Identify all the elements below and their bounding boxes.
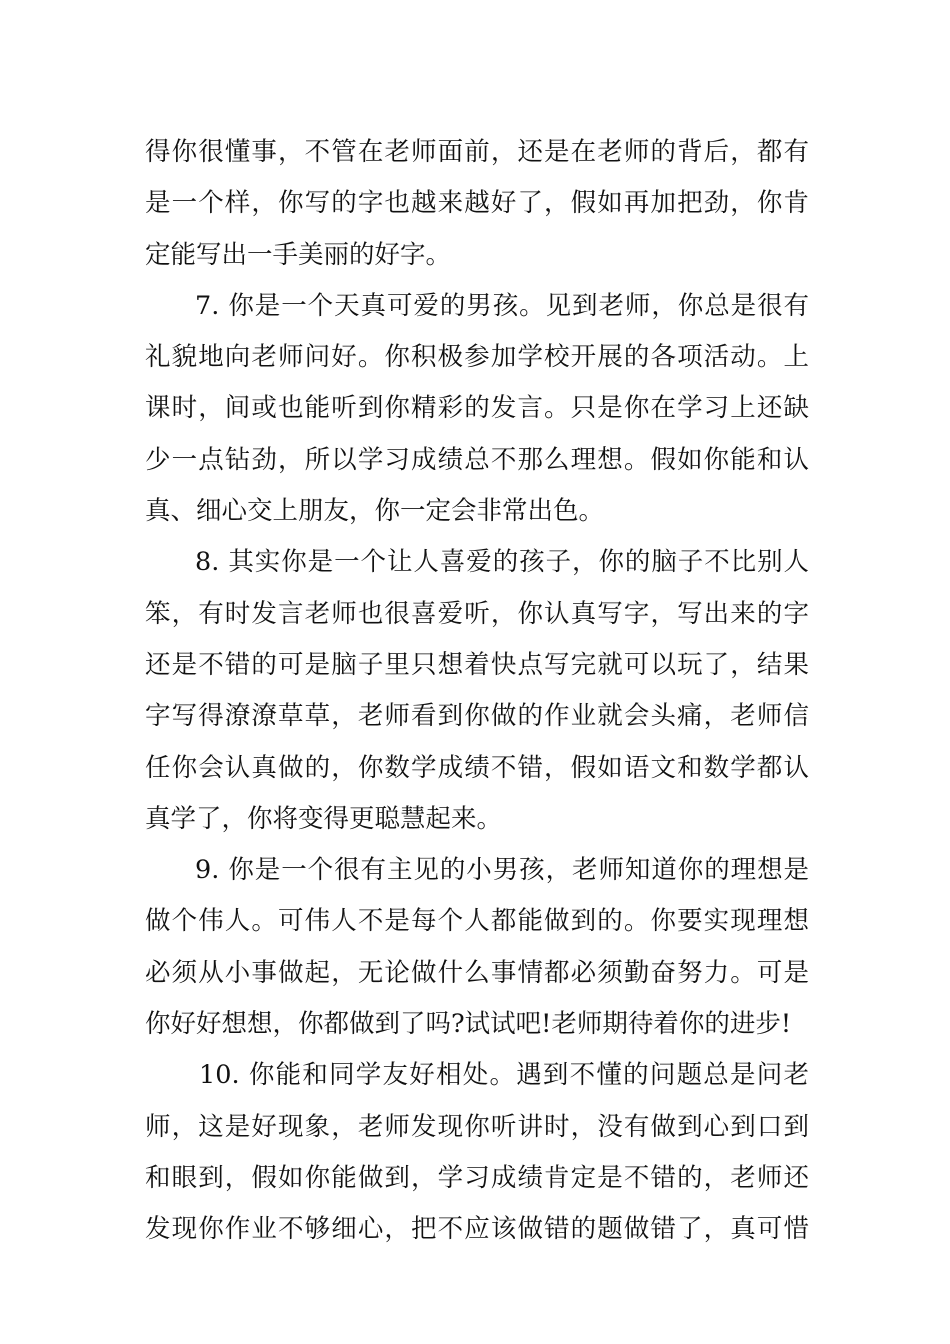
- text-line: 和眼到，假如你能做到，学习成绩肯定是不错的，老师还: [145, 1162, 809, 1193]
- paragraph-8-start: 8. 其实你是一个让人喜爱的孩子，你的脑子不比别人: [195, 547, 809, 578]
- text-line: 字写得潦潦草草，老师看到你做的作业就会头痛，老师信: [145, 701, 809, 732]
- paragraph-10-start: 10. 你能和同学友好相处。遇到不懂的问题总是问老: [199, 1060, 809, 1091]
- paragraph-7-start: 7. 你是一个天真可爱的男孩。见到老师，你总是很有: [195, 290, 809, 321]
- text-line: 课时，间或也能听到你精彩的发言。只是你在学习上还缺: [145, 393, 809, 424]
- text-line: 是一个样，你写的字也越来越好了，假如再加把劲，你肯: [145, 188, 809, 219]
- text-line: 定能写出一手美丽的好字。: [145, 239, 452, 270]
- paragraph-9-start: 9. 你是一个很有主见的小男孩，老师知道你的理想是: [195, 855, 809, 886]
- text-line: 做个伟人。可伟人不是每个人都能做到的。你要实现理想: [145, 906, 809, 937]
- text-line: 任你会认真做的，你数学成绩不错，假如语文和数学都认: [145, 752, 809, 783]
- text-line: 笨，有时发言老师也很喜爱听，你认真写字，写出来的字: [145, 598, 809, 629]
- text-line: 必须从小事做起，无论做什么事情都必须勤奋努力。可是: [145, 957, 809, 988]
- text-line: 少一点钻劲，所以学习成绩总不那么理想。假如你能和认: [145, 444, 809, 475]
- text-line: 还是不错的可是脑子里只想着快点写完就可以玩了，结果: [145, 649, 809, 680]
- text-line: 真学了，你将变得更聪慧起来。: [145, 803, 503, 834]
- text-line: 礼貌地向老师问好。你积极参加学校开展的各项活动。上: [145, 342, 809, 373]
- text-line: 师，这是好现象，老师发现你听讲时，没有做到心到口到: [145, 1111, 809, 1142]
- text-line: 得你很懂事，不管在老师面前，还是在老师的背后，都有: [145, 137, 809, 167]
- text-line: 发现你作业不够细心，把不应该做错的题做错了，真可惜: [145, 1214, 809, 1245]
- text-line: 真、细心交上朋友，你一定会非常出色。: [145, 496, 605, 527]
- text-line: 你好好想想，你都做到了吗?试试吧!老师期待着你的进步!: [145, 1009, 792, 1040]
- document-body: [145, 127, 809, 1256]
